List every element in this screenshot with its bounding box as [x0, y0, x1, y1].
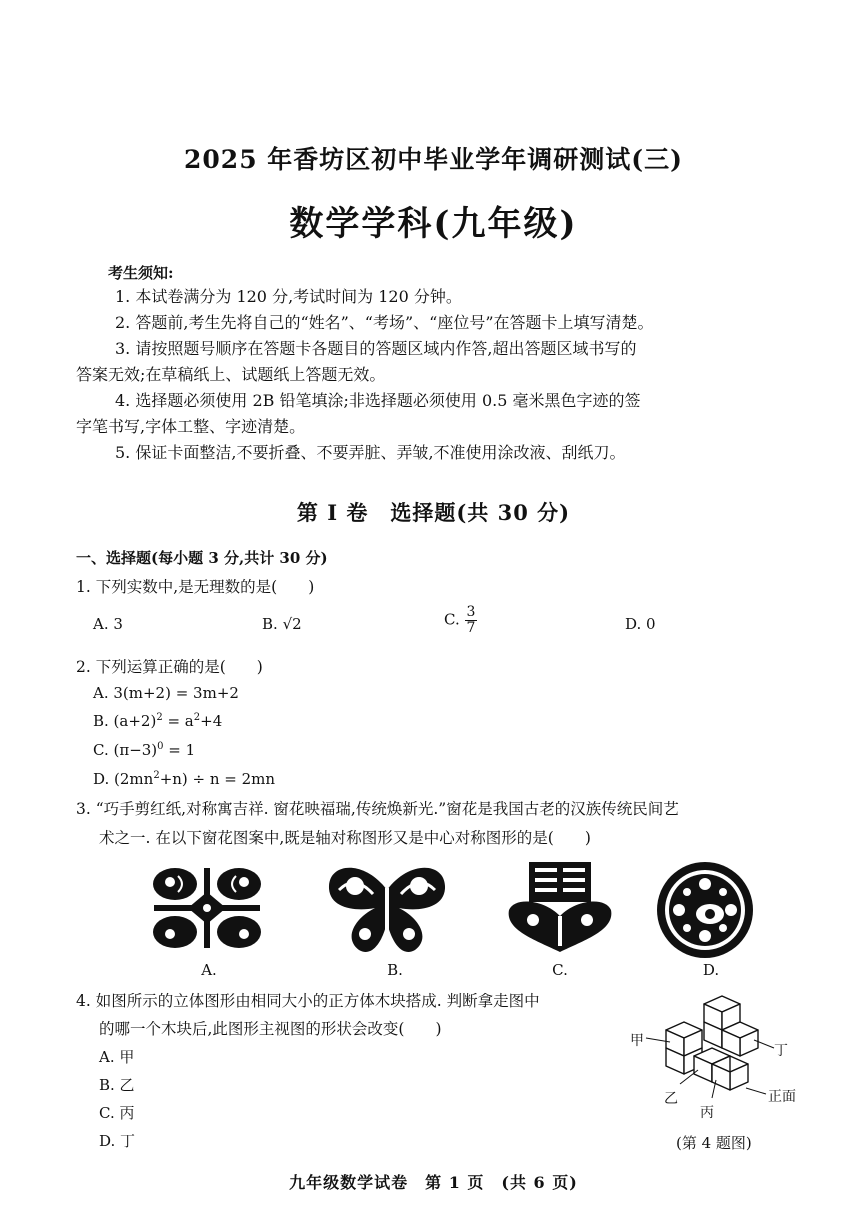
q2-c-post: = 1 [163, 741, 196, 759]
q3-label-c: C. [552, 961, 568, 979]
notice-line-3b: 答案无效;在草稿纸上、试题纸上答题无效。 [76, 365, 386, 384]
q4-option-c: C. 丙 [99, 1104, 135, 1122]
notice-heading: 考生须知: [108, 264, 174, 282]
q2-c-pre: C. (π−3) [93, 741, 158, 759]
q2-stem: 2. 下列运算正确的是( ) [76, 658, 263, 676]
papercut-b-icon [325, 860, 449, 956]
q2-b-sup2: 2 [193, 712, 201, 723]
page-footer: 九年级数学试卷 第 1 页 (共 6 页) [289, 1173, 578, 1192]
section-title: 第 I 卷 选择题(共 30 分) [296, 500, 571, 525]
q2-b-sup1: 2 [156, 712, 163, 723]
part-heading: 一、选择题(每小题 3 分,共计 30 分) [76, 549, 328, 567]
notice-line-4b: 字笔书写,字体工整、字迹清楚。 [76, 417, 306, 436]
notice-line-5: 5. 保证卡面整洁,不要折叠、不要弄脏、弄皱,不准使用涂改液、刮纸刀。 [115, 443, 626, 462]
q3-label-b: B. [387, 961, 403, 979]
exam-title: 2025 年香坊区初中毕业学年调研测试(三) [184, 145, 683, 174]
q2-option-b [93, 712, 222, 730]
q1-option-b-prefix: B. [262, 615, 283, 633]
q1-option-d: D. 0 [625, 615, 656, 633]
subject-title: 数学学科(九年级) [289, 204, 578, 244]
q2-c-sup: 0 [157, 741, 164, 752]
cube-stack-figure [650, 990, 760, 1100]
q4-option-d: D. 丁 [99, 1132, 136, 1150]
q1-stem: 1. 下列实数中,是无理数的是( ) [76, 578, 315, 596]
q1-option-c [444, 605, 477, 636]
q2-option-d [93, 770, 275, 788]
q3-line-2: 术之一. 在以下窗花图案中,既是轴对称图形又是中心对称图形的是( ) [99, 829, 591, 847]
q1-fraction-den: 7 [466, 620, 476, 636]
notice-line-3: 3. 请按照题号顺序在答题卡各题目的答题区域内作答,超出答题区域书写的 [115, 339, 637, 358]
q2-d-pre: D. (2mn [93, 770, 154, 788]
q1-option-c-prefix: C. [444, 610, 460, 629]
q1-fraction [465, 605, 478, 636]
q4-line-2: 的哪一个木块后,此图形主视图的形状会改变( ) [99, 1020, 442, 1038]
q2-option-c [93, 741, 195, 759]
q4-option-a: A. 甲 [99, 1048, 135, 1066]
figure-label-jia: 甲 [630, 1033, 644, 1049]
q2-d-sup: 2 [153, 770, 160, 781]
q4-line-1: 4. 如图所示的立体图形由相同大小的正方体木块搭成. 判断拿走图中 [76, 992, 540, 1010]
q2-d-post: +n) ÷ n = 2mn [159, 770, 276, 788]
q2-b-mid: = a [162, 712, 194, 730]
q4-option-b: B. 乙 [99, 1076, 135, 1094]
q3-label-d: D. [702, 961, 720, 979]
notice-line-1: 1. 本试卷满分为 120 分,考试时间为 120 分钟。 [115, 287, 462, 306]
q3-line-1: 3. “巧手剪红纸,对称寓吉祥. 窗花映福瑞,传统焕新光.”窗花是我国古老的汉族传统民间艺 [76, 800, 679, 818]
notice-line-2: 2. 答题前,考生先将自己的“姓名”、“考场”、“座位号”在答题卡上填写清楚。 [115, 313, 654, 332]
q2-b-post: +4 [200, 712, 223, 730]
papercut-d-icon [655, 860, 755, 960]
figure-label-front: 正面 [768, 1089, 796, 1105]
q1-option-b [262, 615, 302, 633]
figure-label-ding: 丁 [774, 1043, 788, 1059]
figure-label-bing: 丙 [700, 1105, 714, 1121]
q1-fraction-num: 3 [466, 604, 476, 620]
papercut-c-icon [505, 860, 615, 956]
q2-option-a: A. 3(m+2) = 3m+2 [93, 684, 239, 702]
q3-label-a: A. [201, 961, 217, 979]
q1-option-b-value: √2 [282, 615, 302, 633]
q1-option-a: A. 3 [93, 615, 123, 633]
papercut-a-icon [148, 862, 266, 954]
figure-label-yi: 乙 [664, 1091, 678, 1107]
notice-line-4: 4. 选择题必须使用 2B 铅笔填涂;非选择题必须使用 0.5 毫米黑色字迹的签 [115, 391, 641, 410]
figure-caption: (第 4 题图) [676, 1134, 752, 1152]
q2-b-pre: B. (a+2) [93, 712, 157, 730]
